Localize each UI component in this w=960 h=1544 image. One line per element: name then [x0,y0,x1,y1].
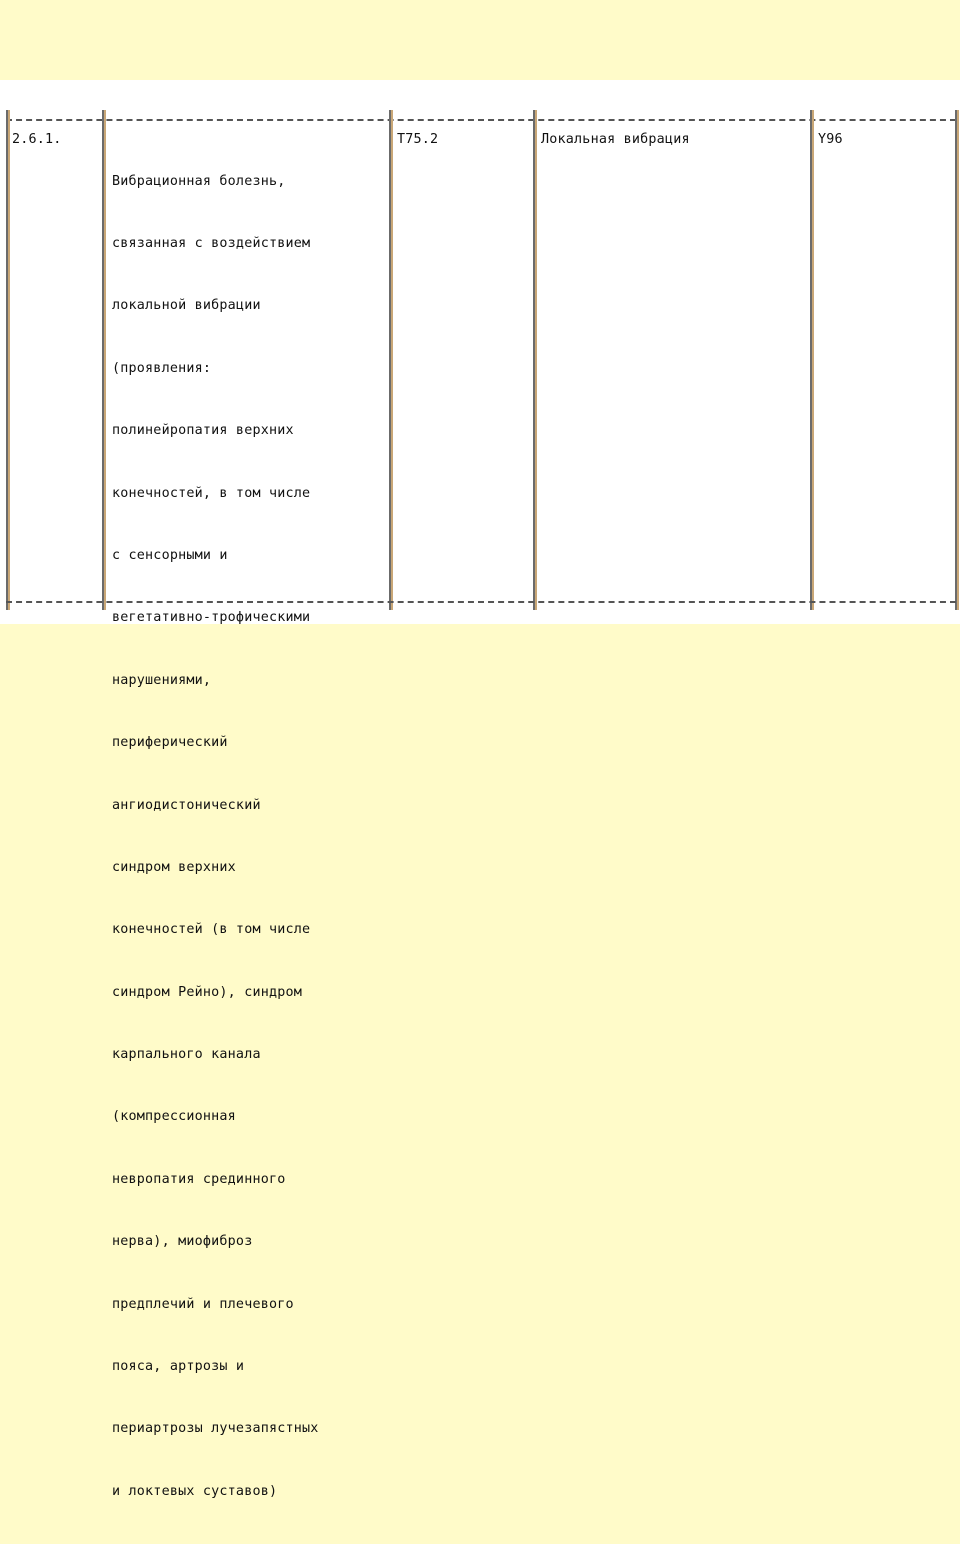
disease-line: периартрозы лучезапястных [112,1421,319,1437]
external-cause-code: Y96 [818,132,843,147]
disease-line: с сенсорными и [112,547,228,563]
disease-line: полинейропатия верхних [112,423,294,439]
disease-line: предплечий и плечевого [112,1296,294,1312]
disease-line: ангиодистонический [112,797,261,813]
disease-line: пояса, артрозы и [112,1359,245,1375]
column-divider [955,110,957,610]
column-divider [533,110,535,610]
disease-line: невропатия срединного [112,1171,286,1187]
disease-line: карпального канала [112,1047,261,1063]
disease-line: синдром Рейно), синдром [112,984,303,1000]
disease-line: локальной вибрации [112,298,261,314]
disease-line: и локтевых суставов) [112,1483,278,1499]
disease-line: (проявления: [112,360,212,376]
icd-code: T75.2 [397,132,439,147]
disease-line: синдром верхних [112,859,236,875]
disease-description [112,130,319,1544]
disease-line: нарушениями, [112,672,212,688]
disease-line: (компрессионная [112,1109,236,1125]
disease-line: связанная с воздействием [112,235,311,251]
disease-line: периферический [112,735,228,751]
disease-line: нерва), миофиброз [112,1234,253,1250]
column-divider [389,110,391,610]
column-divider [810,110,812,610]
row-top-border [6,119,956,121]
disease-line: конечностей (в том числе [112,922,311,938]
harmful-factor: Локальная вибрация [541,132,690,147]
disease-line: Вибрационная болезнь, [112,173,286,189]
disease-line: конечностей, в том числе [112,485,311,501]
document-table [0,80,960,1499]
column-divider [6,110,8,610]
row-number: 2.6.1. [12,132,62,147]
column-divider [102,110,104,610]
disease-line: вегетативно-трофическими [112,610,311,626]
row-bottom-border [6,601,956,603]
